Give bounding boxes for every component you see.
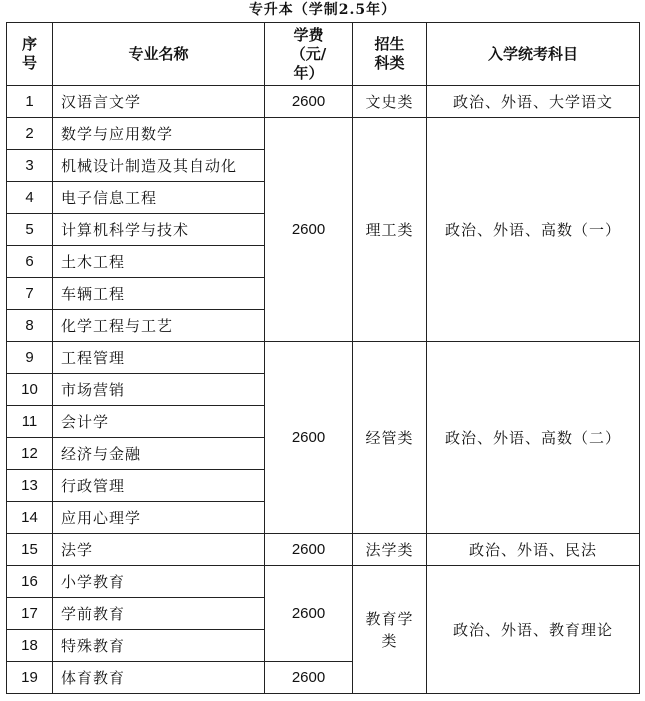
- row-number: 11: [7, 406, 53, 438]
- category-cell: 理工类: [353, 118, 427, 342]
- major-name: 机械设计制造及其自动化: [53, 150, 265, 182]
- table-row: [7, 86, 640, 118]
- table-row: [7, 534, 640, 566]
- category-cell: 法学类: [353, 534, 427, 566]
- major-name: 车辆工程: [53, 278, 265, 310]
- header-seq: 序 号: [7, 23, 53, 86]
- major-name: 经济与金融: [53, 438, 265, 470]
- fee-cell: 2600: [265, 86, 353, 118]
- row-number: 7: [7, 278, 53, 310]
- subjects-cell: 政治、外语、高数（二）: [427, 342, 640, 534]
- major-name: 汉语言文学: [53, 86, 265, 118]
- fee-cell: 2600: [265, 534, 353, 566]
- major-name: 计算机科学与技术: [53, 214, 265, 246]
- subjects-cell: 政治、外语、高数（一）: [427, 118, 640, 342]
- row-number: 13: [7, 470, 53, 502]
- table-row: [7, 118, 640, 150]
- category-cell: 教育学 类: [353, 566, 427, 694]
- major-name: 工程管理: [53, 342, 265, 374]
- major-name: 应用心理学: [53, 502, 265, 534]
- table-title: 专升本（学制2.5年）: [248, 2, 397, 18]
- header-fee: 学费 （元/ 年）: [265, 23, 353, 86]
- row-number: 1: [7, 86, 53, 118]
- row-number: 9: [7, 342, 53, 374]
- major-name: 数学与应用数学: [53, 118, 265, 150]
- table-row: [7, 342, 640, 374]
- major-name: 电子信息工程: [53, 182, 265, 214]
- major-name: 法学: [53, 534, 265, 566]
- fee-cell: 2600: [265, 118, 353, 342]
- row-number: 18: [7, 630, 53, 662]
- table-row: [7, 566, 640, 598]
- major-name: 土木工程: [53, 246, 265, 278]
- row-number: 17: [7, 598, 53, 630]
- header-subjects: 入学统考科目: [427, 23, 640, 86]
- row-number: 4: [7, 182, 53, 214]
- row-number: 19: [7, 662, 53, 694]
- subjects-cell: 政治、外语、大学语文: [427, 86, 640, 118]
- row-number: 15: [7, 534, 53, 566]
- category-cell: 文史类: [353, 86, 427, 118]
- row-number: 8: [7, 310, 53, 342]
- row-number: 3: [7, 150, 53, 182]
- header-row: [7, 23, 640, 86]
- fee-cell: 2600: [265, 342, 353, 534]
- row-number: 5: [7, 214, 53, 246]
- major-name: 会计学: [53, 406, 265, 438]
- major-name: 化学工程与工艺: [53, 310, 265, 342]
- subjects-cell: 政治、外语、教育理论: [427, 566, 640, 694]
- row-number: 16: [7, 566, 53, 598]
- row-number: 12: [7, 438, 53, 470]
- row-number: 14: [7, 502, 53, 534]
- row-number: 2: [7, 118, 53, 150]
- fee-cell: 2600: [265, 566, 353, 662]
- major-name: 学前教育: [53, 598, 265, 630]
- major-name: 体育教育: [53, 662, 265, 694]
- header-major: 专业名称: [53, 23, 265, 86]
- row-number: 6: [7, 246, 53, 278]
- major-name: 特殊教育: [53, 630, 265, 662]
- fee-cell: 2600: [265, 662, 353, 694]
- subjects-cell: 政治、外语、民法: [427, 534, 640, 566]
- major-name: 市场营销: [53, 374, 265, 406]
- category-cell: 经管类: [353, 342, 427, 534]
- row-number: 10: [7, 374, 53, 406]
- major-name: 行政管理: [53, 470, 265, 502]
- major-name: 小学教育: [53, 566, 265, 598]
- admission-table: [6, 22, 640, 694]
- header-category: 招生 科类: [353, 23, 427, 86]
